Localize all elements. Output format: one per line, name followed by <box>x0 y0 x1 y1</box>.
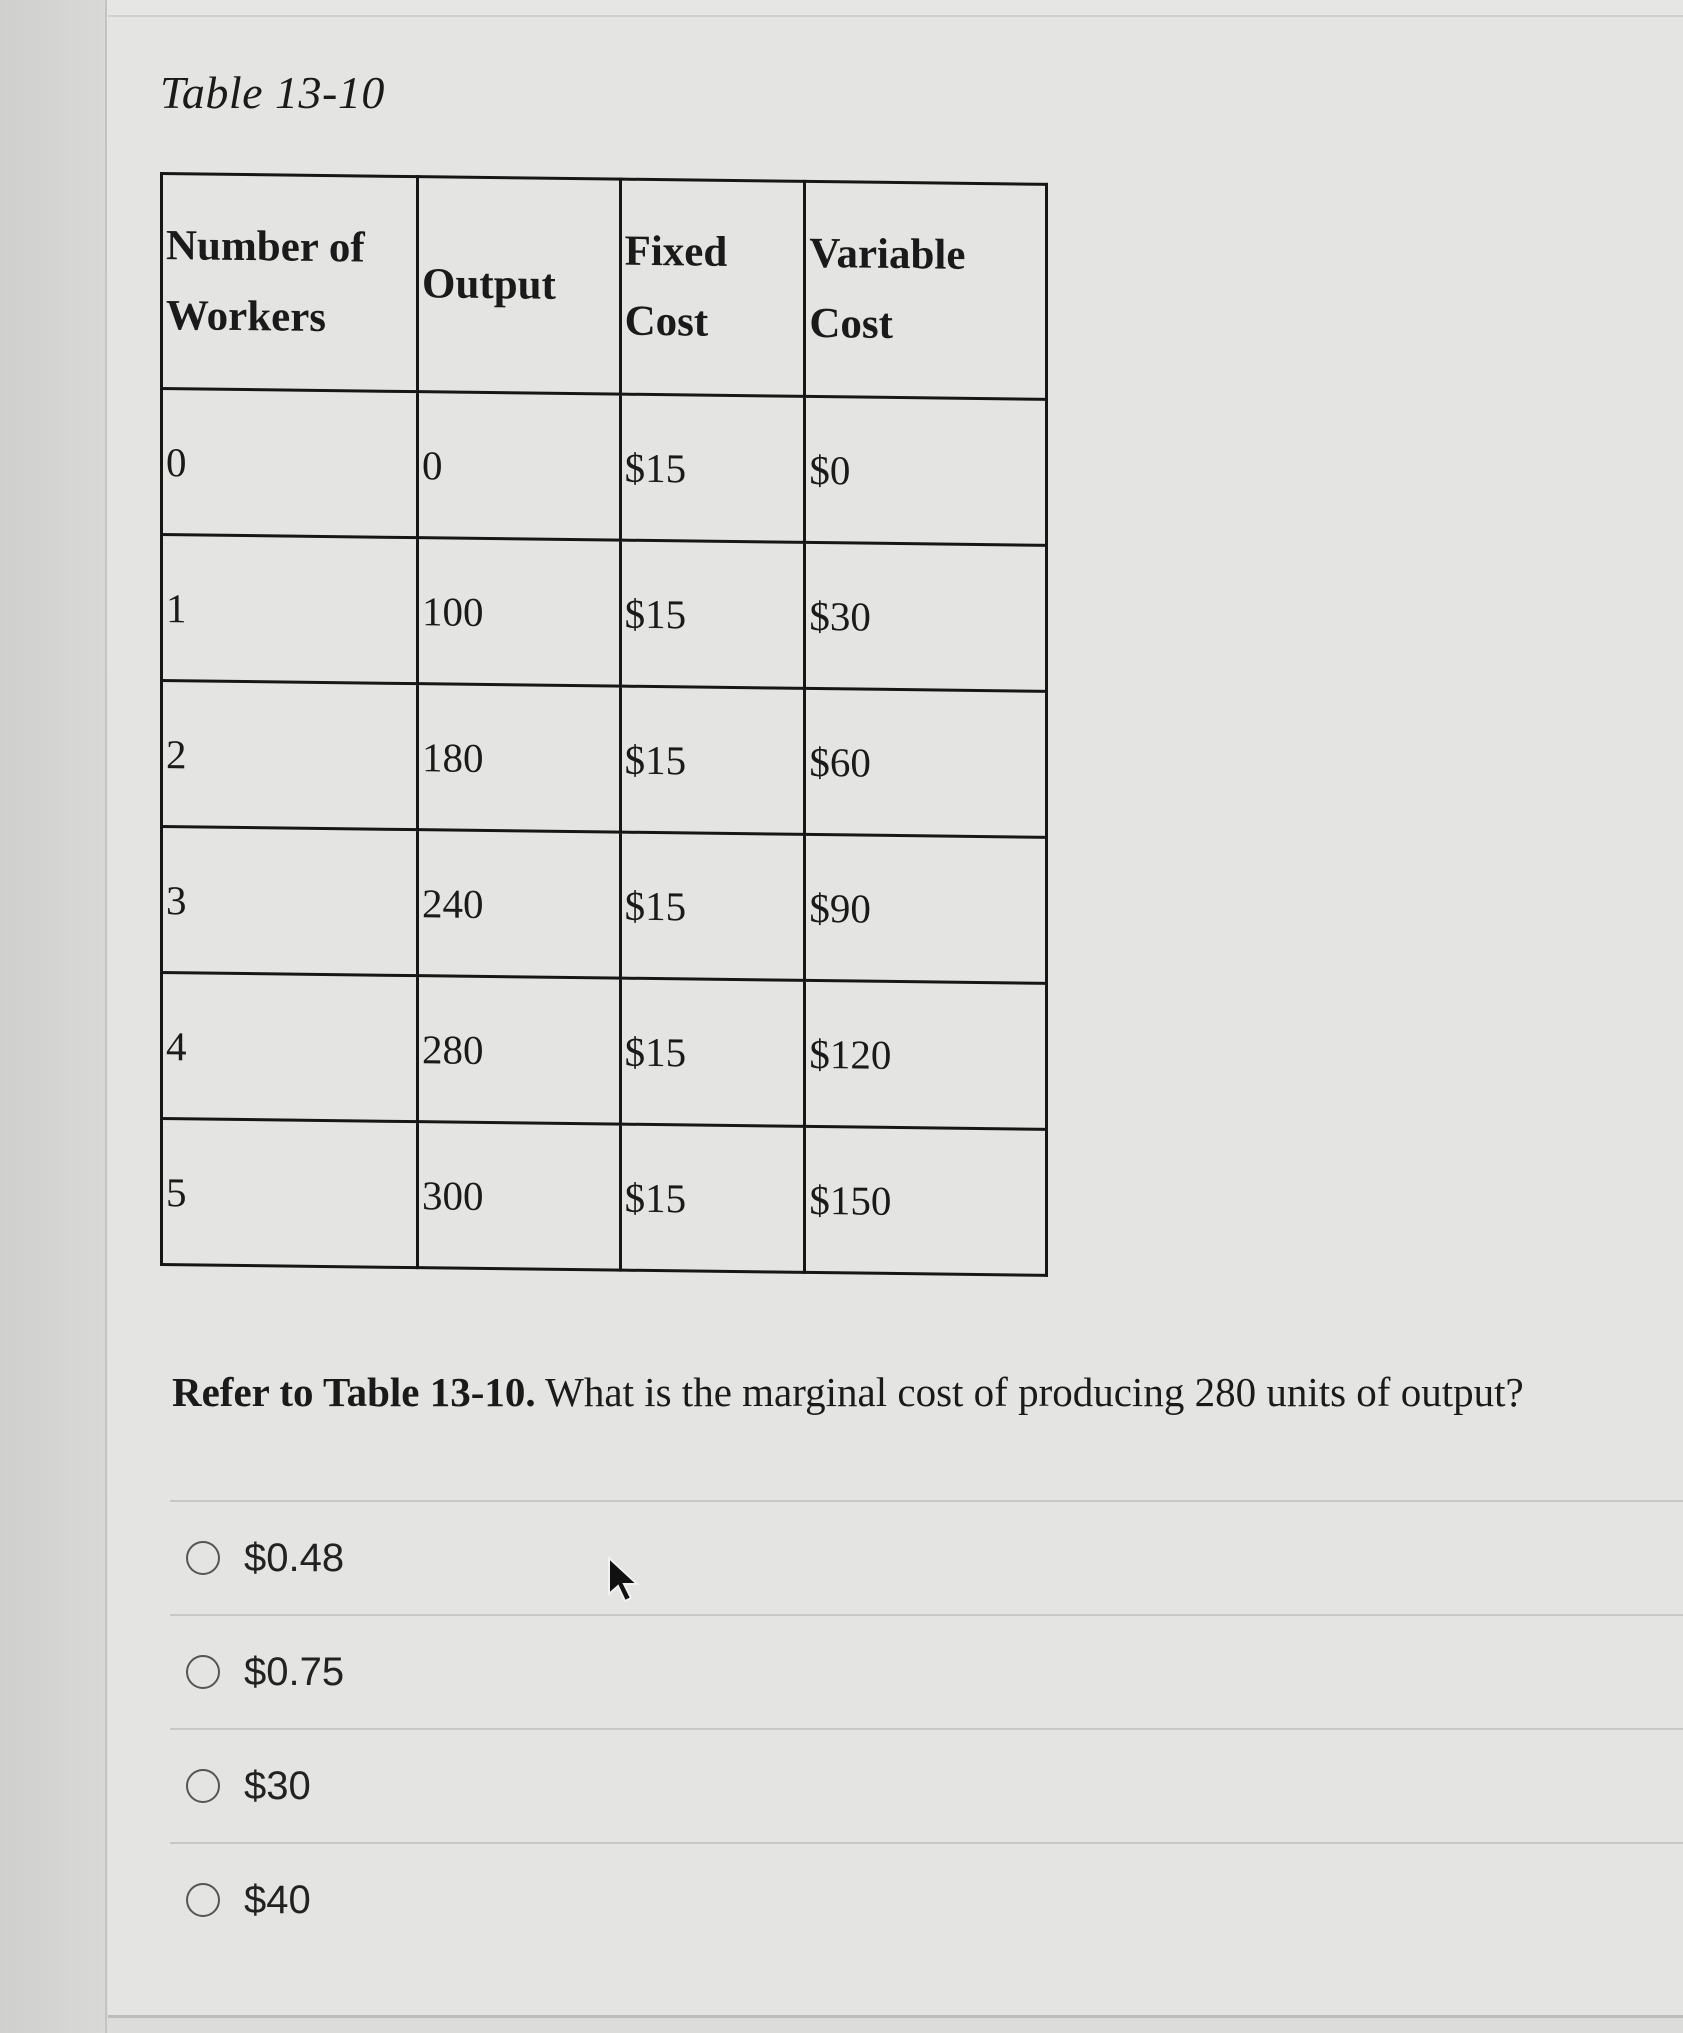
cell-output: 0 <box>418 392 621 540</box>
cell-workers: 3 <box>162 827 418 976</box>
cell-variable-cost: $150 <box>805 1126 1047 1275</box>
table-row <box>162 973 1047 1130</box>
cost-table <box>160 172 1048 1277</box>
radio-button-icon[interactable] <box>186 1883 220 1917</box>
answer-option-label[interactable]: $0.48 <box>244 1535 345 1580</box>
cell-fixed-cost: $15 <box>620 1124 805 1272</box>
radio-button-icon[interactable] <box>186 1541 220 1575</box>
cell-fixed-cost: $15 <box>620 978 805 1126</box>
cell-workers: 5 <box>162 1119 418 1268</box>
cell-variable-cost: $0 <box>805 396 1047 545</box>
cell-variable-cost: $120 <box>805 980 1047 1129</box>
question-text <box>172 1368 1524 1416</box>
cell-fixed-cost: $15 <box>620 394 805 542</box>
table-title: Table 13-10 <box>160 67 385 118</box>
table-row <box>162 827 1047 984</box>
cell-output: 180 <box>418 684 621 832</box>
cell-fixed-cost: $15 <box>620 832 805 980</box>
cell-variable-cost: $90 <box>805 834 1047 983</box>
question-reference: Refer to Table 13-10. <box>172 1369 536 1415</box>
header-fixed-cost: Fixed Cost <box>620 179 805 396</box>
cell-output: 240 <box>418 830 621 978</box>
cell-output: 280 <box>418 976 621 1124</box>
cell-variable-cost: $60 <box>805 688 1047 837</box>
table-row <box>162 535 1047 692</box>
question-prompt: What is the marginal cost of producing 280 units of output? <box>545 1369 1524 1415</box>
header-variable-cost: Variable Cost <box>805 181 1047 399</box>
answer-options <box>170 1500 1683 1956</box>
answer-option-label[interactable]: $40 <box>244 1877 311 1922</box>
table-header-row <box>162 174 1047 400</box>
header-output: Output <box>418 177 621 394</box>
cell-workers: 2 <box>162 681 418 830</box>
cell-workers: 0 <box>162 389 418 538</box>
answer-option[interactable] <box>170 1616 1683 1730</box>
cell-fixed-cost: $15 <box>620 540 805 688</box>
cell-output: 100 <box>418 538 621 686</box>
cell-fixed-cost: $15 <box>620 686 805 834</box>
header-number-of-workers: Number of Workers <box>162 174 418 392</box>
radio-button-icon[interactable] <box>186 1655 220 1689</box>
answer-option[interactable] <box>170 1730 1683 1844</box>
table-row <box>162 389 1047 546</box>
table-row <box>162 1119 1047 1276</box>
cell-workers: 4 <box>162 973 418 1122</box>
radio-button-icon[interactable] <box>186 1769 220 1803</box>
left-margin <box>0 0 107 2033</box>
cell-variable-cost: $30 <box>805 542 1047 691</box>
cell-output: 300 <box>418 1122 621 1270</box>
answer-option-label[interactable]: $30 <box>244 1763 311 1808</box>
cell-workers: 1 <box>162 535 418 684</box>
answer-option[interactable] <box>170 1502 1683 1616</box>
answer-option[interactable] <box>170 1844 1683 1956</box>
table-row <box>162 681 1047 838</box>
mouse-pointer-icon <box>607 1556 641 1604</box>
answer-option-label[interactable]: $0.75 <box>244 1649 345 1694</box>
